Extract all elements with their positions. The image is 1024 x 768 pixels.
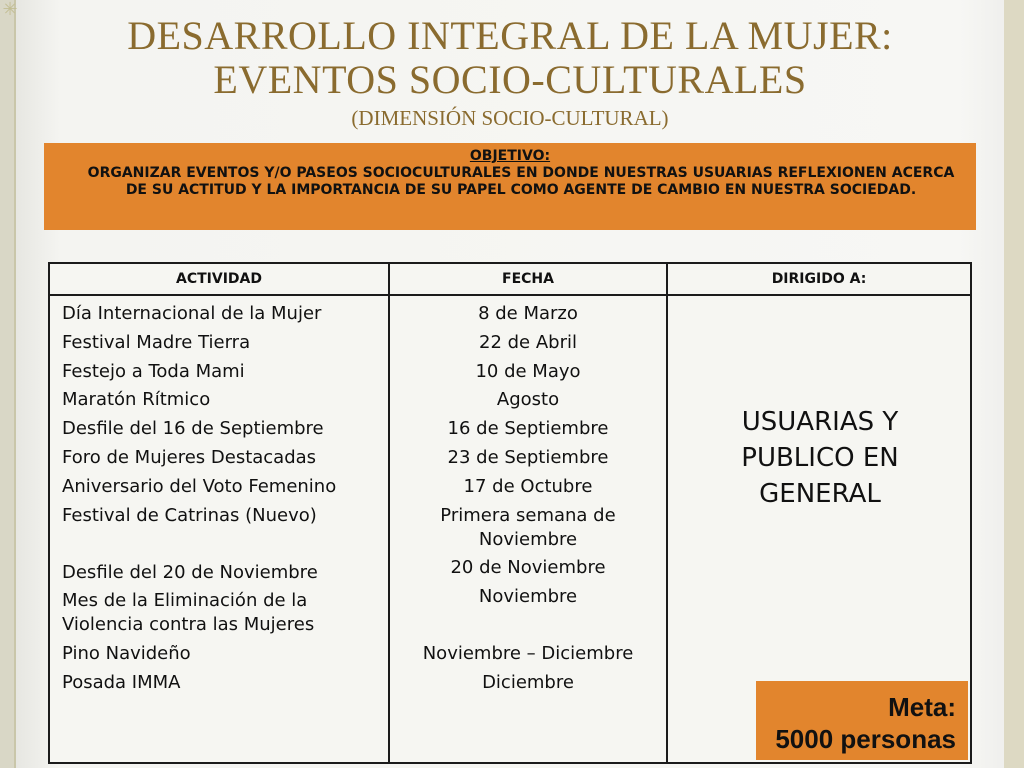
header-dirigido: DIRIGIDO A: xyxy=(771,271,867,287)
fecha-cell: 17 de Octubre xyxy=(463,475,593,497)
actividad-cell: Maratón Rítmico xyxy=(62,389,211,411)
title-line-1: DESARROLLO INTEGRAL DE LA MUJER: xyxy=(127,13,893,58)
actividad-column xyxy=(62,302,382,700)
fecha-cell: 16 de Septiembre xyxy=(447,418,609,440)
fecha-cell: Noviembre – Diciembre xyxy=(422,643,634,665)
actividad-cell: Festival de Catrinas (Nuevo) xyxy=(62,504,317,526)
actividad-cell: Día Internacional de la Mujer xyxy=(62,303,322,324)
meta-value: 5000 personas xyxy=(775,724,956,754)
column-divider xyxy=(666,264,668,762)
fecha-cell: 10 de Mayo xyxy=(475,360,581,382)
title-subtitle: (DIMENSIÓN SOCIO-CULTURAL) xyxy=(351,106,669,130)
fecha-cell: 23 de Septiembre xyxy=(447,446,609,468)
fecha-cell: Primera semana de Noviembre xyxy=(440,504,616,550)
star-bullet-icon: ✳ xyxy=(2,0,18,20)
fecha-column xyxy=(390,302,666,700)
right-decorative-strip xyxy=(1004,0,1024,768)
objective-label: OBJETIVO: xyxy=(469,148,551,164)
dirigido-cell xyxy=(670,404,970,512)
fecha-cell: Noviembre xyxy=(478,586,578,608)
actividad-cell: Desfile del 20 de Noviembre xyxy=(62,561,318,583)
slide-title xyxy=(60,14,960,132)
dirigido-line-2: PUBLICO EN GENERAL xyxy=(741,443,899,509)
meta-box xyxy=(756,681,968,760)
dirigido-line-1: USUARIAS Y xyxy=(741,407,899,437)
objective-text: ORGANIZAR EVENTOS Y/O PASEOS SOCIOCULTURALES EN DONDE NUESTRAS USUARIAS REFLEXIONEN ACERCA DE SU ACTITUD Y LA IMPORTANCIA DE SU PAPEL COMO AGENTE DE CAMBIO EN NUESTRA SOCIEDAD. xyxy=(87,165,955,198)
left-decorative-strip xyxy=(0,0,16,768)
title-line-2: EVENTOS SOCIO-CULTURALES xyxy=(213,57,807,102)
meta-label: Meta: xyxy=(888,692,956,722)
actividad-cell: Aniversario del Voto Femenino xyxy=(62,475,337,497)
actividad-cell: Festejo a Toda Mami xyxy=(62,360,245,382)
objective-box xyxy=(44,143,976,230)
actividad-cell: Festival Madre Tierra xyxy=(62,331,251,353)
header-fecha: FECHA xyxy=(502,271,554,287)
actividad-cell: Foro de Mujeres Destacadas xyxy=(62,446,317,468)
header-actividad: ACTIVIDAD xyxy=(176,271,262,287)
fecha-cell: Diciembre xyxy=(482,671,574,693)
actividad-cell: Desfile del 16 de Septiembre xyxy=(62,418,324,440)
actividad-cell: Mes de la Eliminación de la Violencia contra las Mujeres xyxy=(62,590,315,636)
fecha-cell: 22 de Abril xyxy=(479,331,577,353)
fecha-cell: 8 de Marzo xyxy=(478,303,578,324)
actividad-cell: Pino Navideño xyxy=(62,643,191,665)
fecha-cell: 20 de Noviembre xyxy=(450,557,606,579)
table-header-row xyxy=(50,264,970,296)
fecha-cell: Agosto xyxy=(496,389,560,411)
actividad-cell: Posada IMMA xyxy=(62,671,181,693)
